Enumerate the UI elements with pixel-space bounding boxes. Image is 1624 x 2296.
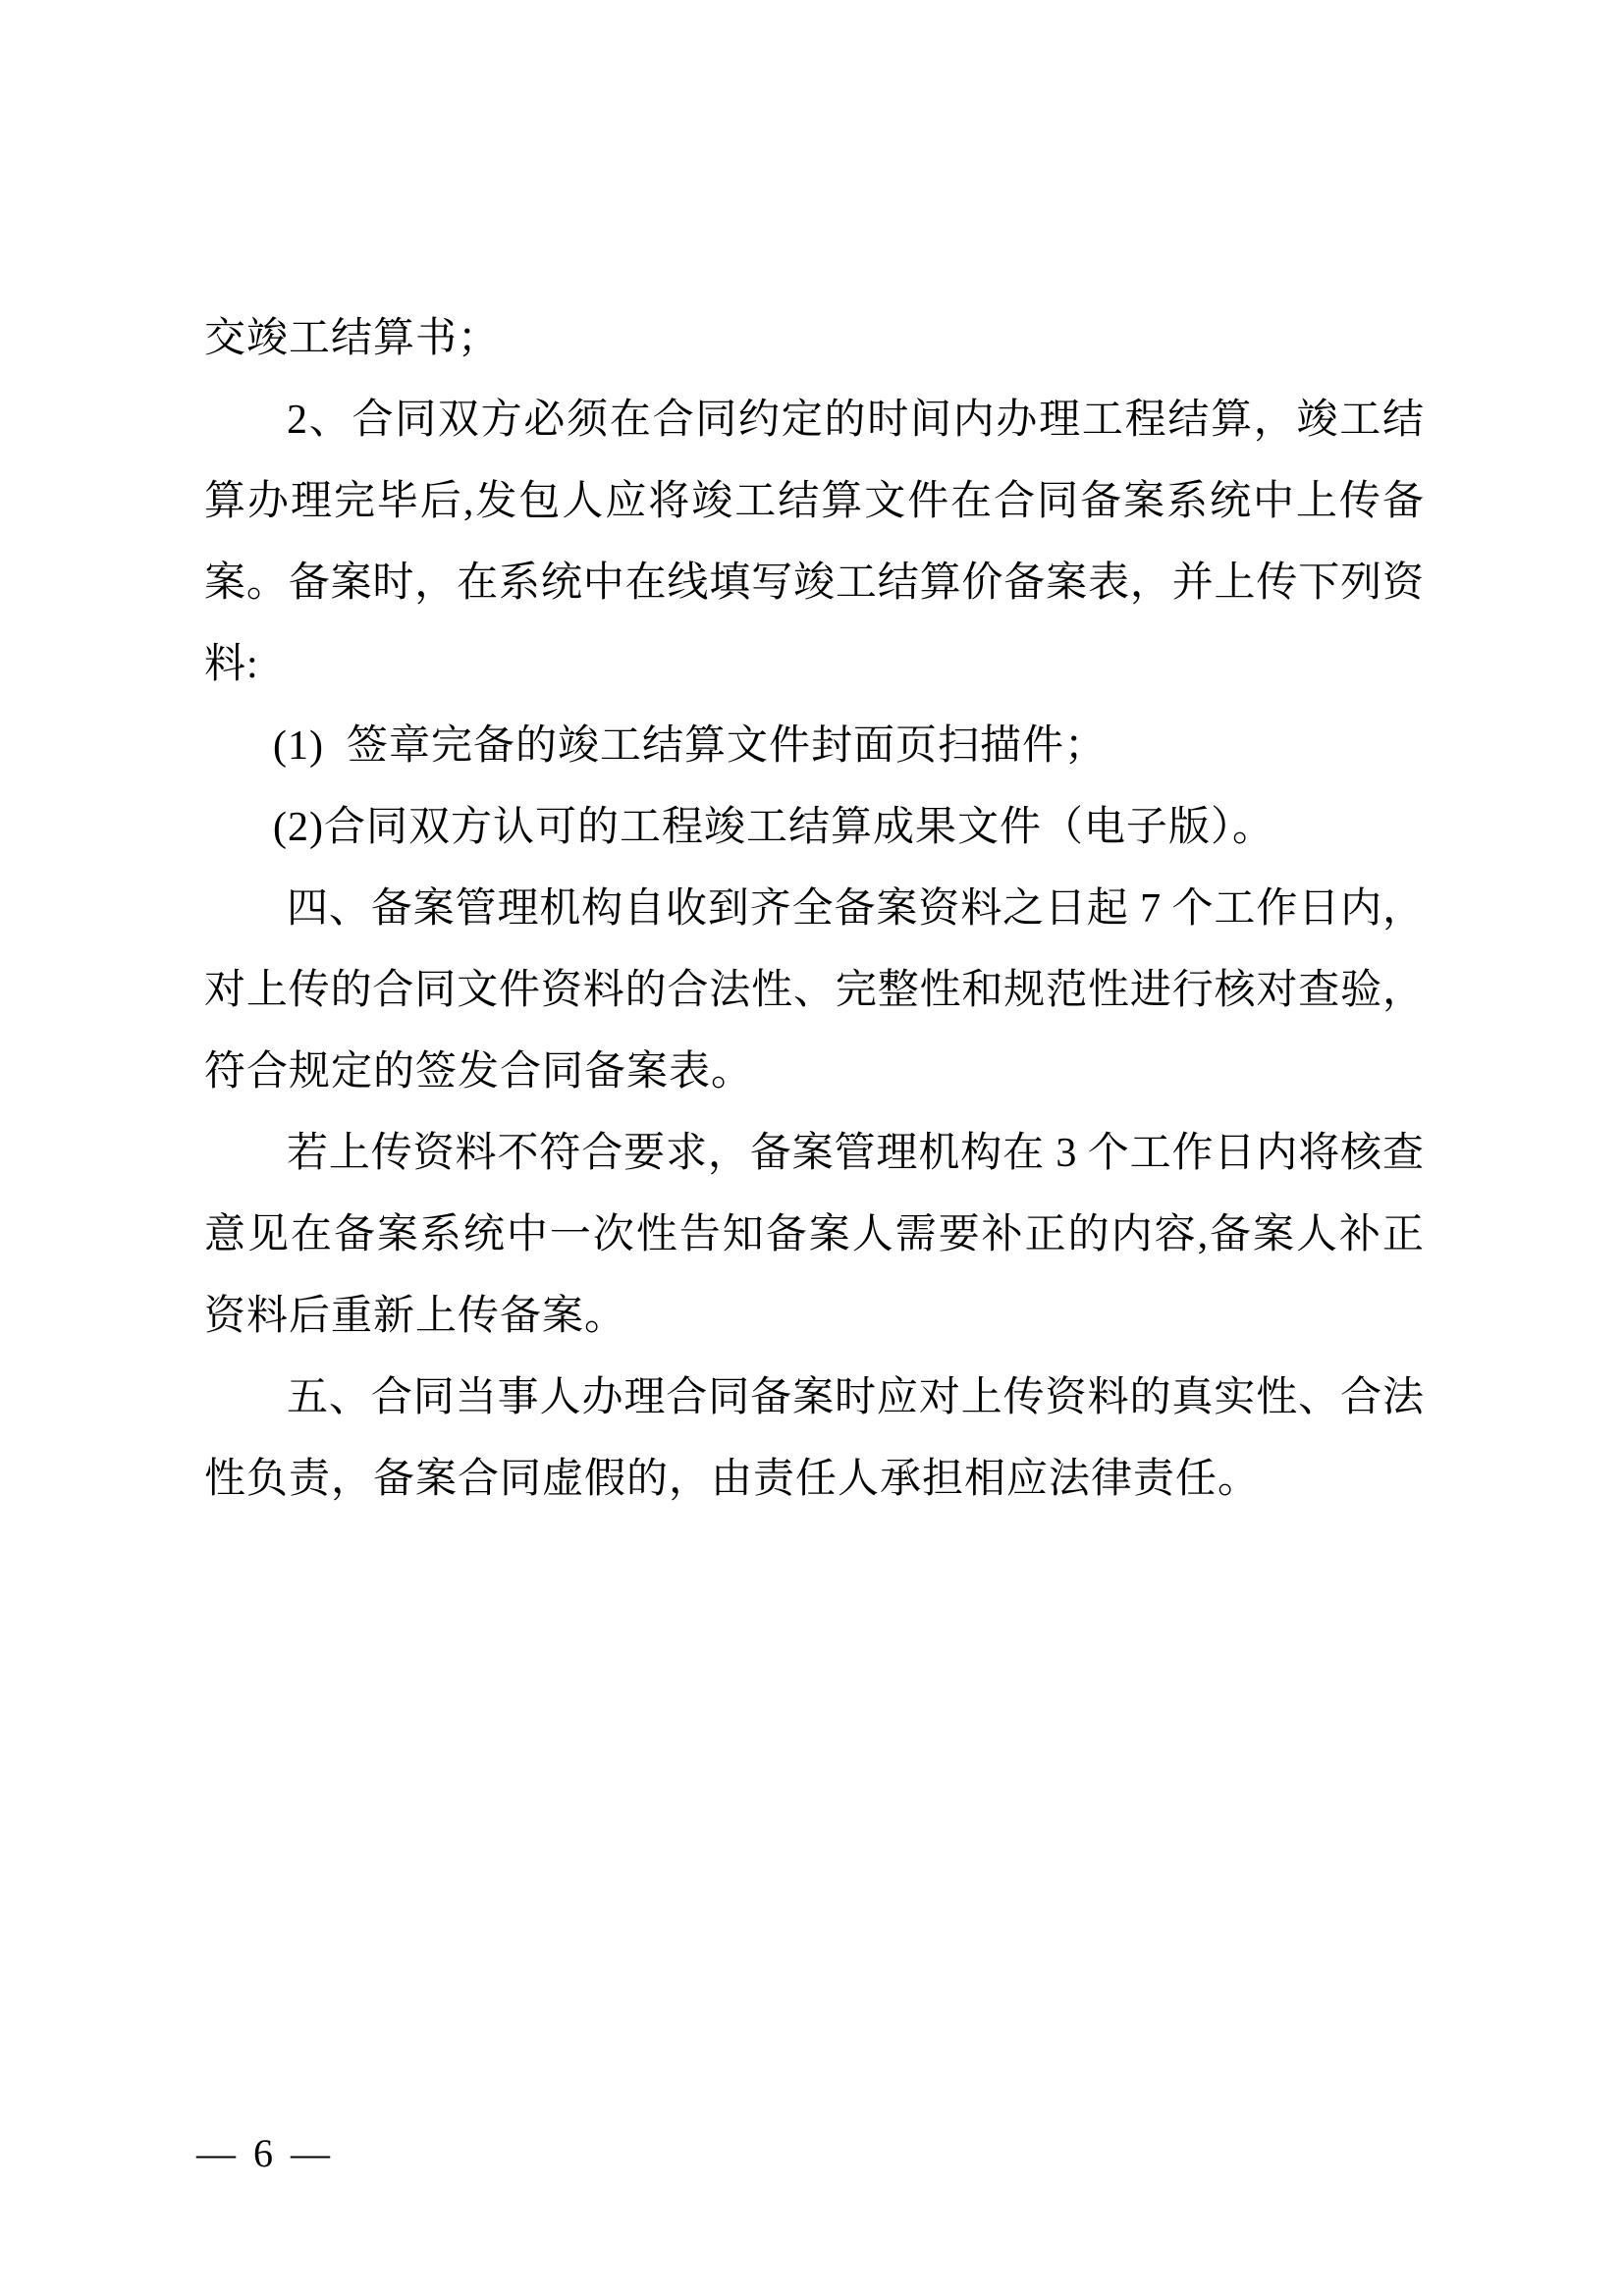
text-line: 算办理完毕后,发包人应将竣工结算文件在合同备案系统中上传备	[204, 479, 1424, 524]
text-line: 四、备案管理机构自收到齐全备案资料之日起 7 个工作日内，	[287, 886, 1424, 932]
text-line: 案。备案时，在系统中在线填写竣工结算价备案表，并上传下列资	[204, 561, 1424, 606]
text-line: 交竣工结算书；	[204, 316, 501, 361]
text-line: (1) 签章完备的竣工结算文件封面页扫描件；	[273, 723, 1107, 769]
document-text-block	[204, 298, 1424, 1521]
text-line: 意见在备案系统中一次性告知备案人需要补正的内容,备案人补正	[204, 1212, 1424, 1257]
text-line: 若上传资料不符合要求，备案管理机构在 3 个工作日内将核查	[287, 1131, 1424, 1176]
text-line: 资料后重新上传备案。	[204, 1294, 627, 1339]
page-number: — 6 —	[196, 2131, 333, 2175]
text-line: 性负责，备案合同虚假的，由责任人承担相应法律责任。	[204, 1457, 1261, 1502]
text-line: 五、合同当事人办理合同备案时应对上传资料的真实性、合法	[287, 1375, 1424, 1420]
text-line: 符合规定的签发合同备案表。	[204, 1049, 754, 1095]
text-line: (2)合同双方认可的工程竣工结算成果文件（电子版）。	[273, 805, 1274, 850]
text-line: 2、合同双方必须在合同约定的时间内办理工程结算，竣工结	[287, 398, 1424, 443]
text-line: 料:	[204, 642, 259, 687]
text-line: 对上传的合同文件资料的合法性、完整性和规范性进行核对查验，	[204, 968, 1424, 1013]
